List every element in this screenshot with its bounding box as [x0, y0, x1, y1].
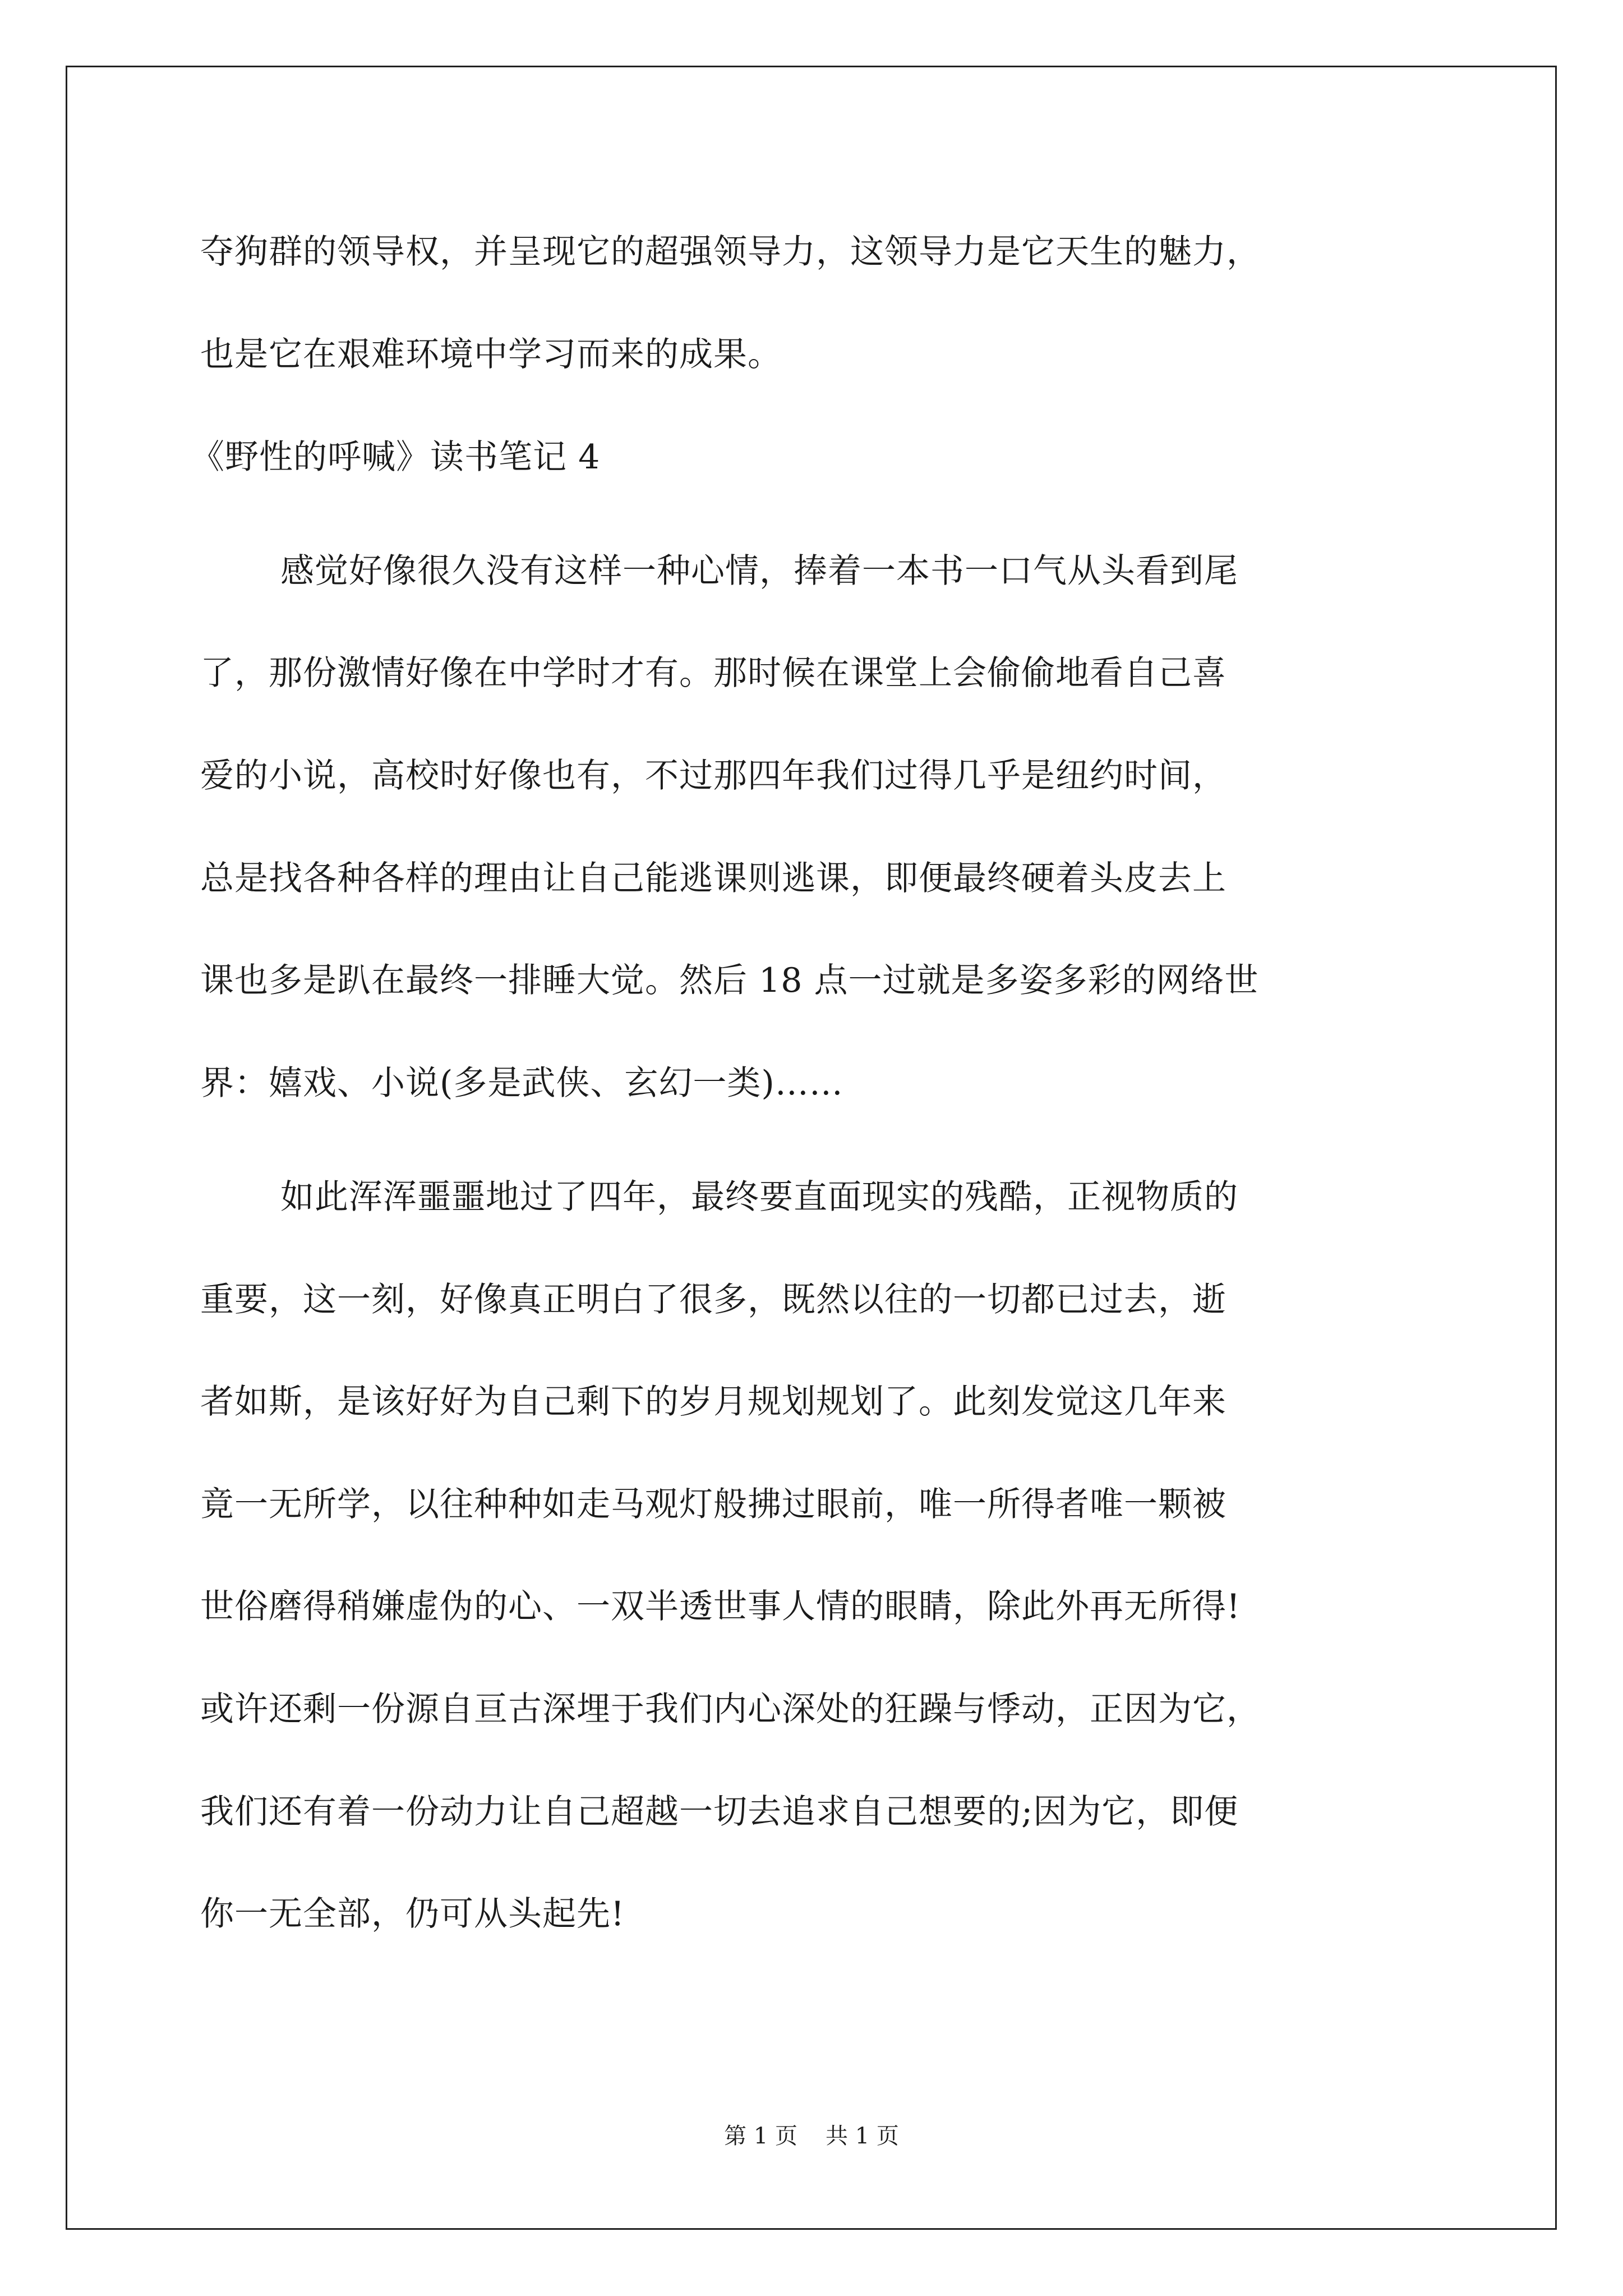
paragraph-line: 界：嬉戏、小说(多是武侠、玄幻一类)……: [200, 1064, 843, 1103]
paragraph-line: 或许还剩一份源自亘古深埋于我们内心深处的狂躁与悸动，正因为它，: [200, 1690, 1261, 1729]
paragraph-line: 我们还有着一份动力让自己超越一切去追求自己想要的;因为它，即便: [200, 1792, 1239, 1832]
paragraph-line: 爱的小说，高校时好像也有，不过那四年我们过得几乎是纽约时间，: [200, 756, 1227, 795]
section-heading: 《野性的呼喊》读书笔记 4: [191, 438, 601, 477]
paragraph-line: 如此浑浑噩噩地过了四年，最终要直面现实的残酷，正视物质的: [280, 1177, 1238, 1217]
paragraph-line: 世俗磨得稍嫌虚伪的心、一双半透世事人情的眼睛，除此外再无所得!: [200, 1587, 1241, 1626]
paragraph-line: 夺狗群的领导权，并呈现它的超强领导力，这领导力是它天生的魅力，: [200, 232, 1261, 272]
page-footer: [0, 2122, 1623, 2150]
page-number: 第 1 页: [724, 2123, 797, 2149]
page-total: 共 1 页: [826, 2123, 899, 2149]
paragraph-line: 重要，这一刻，好像真正明白了很多，既然以往的一切都已过去，逝: [200, 1280, 1227, 1319]
paragraph-line: 竟一无所学，以往种种如走马观灯般拂过眼前，唯一所得者唯一颗被: [200, 1485, 1227, 1524]
paragraph-line: 了，那份激情好像在中学时才有。那时候在课堂上会偷偷地看自己喜: [200, 654, 1227, 693]
paragraph-line: 者如斯，是该好好为自己剩下的岁月规划规划了。此刻发觉这几年来: [200, 1382, 1227, 1421]
paragraph-line: 也是它在艰难环境中学习而来的成果。: [200, 335, 782, 374]
paragraph-line: 课也多是趴在最终一排睡大觉。然后 18 点一过就是多姿多彩的网络世: [200, 961, 1259, 1000]
paragraph-line: 总是找各种各样的理由让自己能逃课则逃课，即便最终硬着头皮去上: [200, 859, 1227, 898]
paragraph-line: 感觉好像很久没有这样一种心情，捧着一本书一口气从头看到尾: [280, 551, 1238, 591]
paragraph-line: 你一无全部，仍可从头起先!: [200, 1894, 625, 1934]
